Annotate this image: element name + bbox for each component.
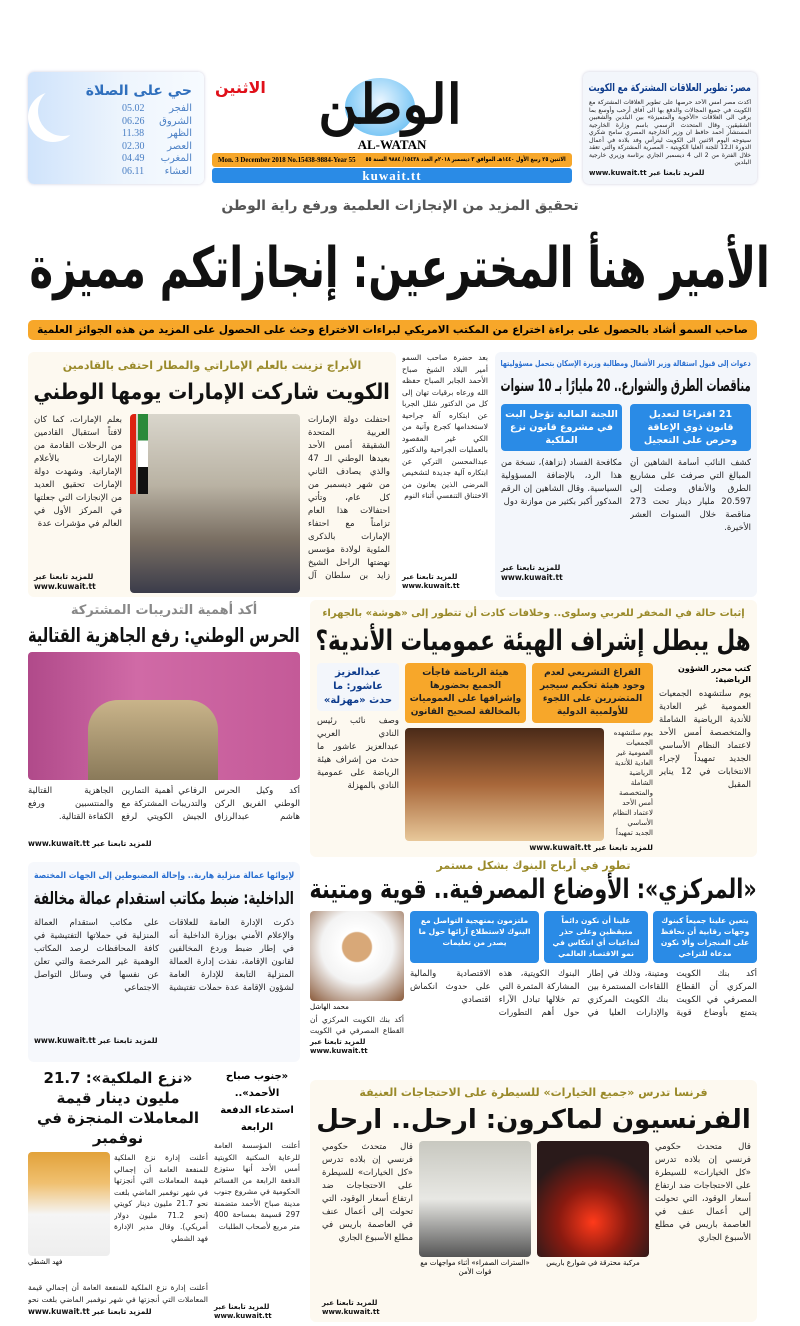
more-link[interactable]: للمزيد تابعنا عبر www.kuwait.tt bbox=[589, 168, 705, 177]
france-caption-2: مركبة محترقة في شوارع باريس bbox=[546, 1259, 640, 1267]
date-bar bbox=[212, 153, 572, 167]
sports-box-2: هيئة الرياضة فاجأت الجميع بحضورها وإشرافها على العموميات بالمخالفة لصحيح القانون bbox=[405, 663, 526, 723]
expropriation-body-2: أعلنت إدارة نزع الملكية للمنفعة العامة أن إجمالي قيمة المعاملات التي أنجزتها في شهر نوفمبر الماضي بلغت نحو bbox=[28, 1283, 208, 1304]
sports-headline-wrap bbox=[316, 623, 751, 659]
more-link[interactable]: للمزيد تابعنا عبر www.kuwait.tt bbox=[28, 839, 152, 848]
france-kicker-wrap bbox=[316, 1085, 751, 1101]
lead-kicker: تحقيق المزيد من الإنجازات العلمية ورفع راية الوطن bbox=[221, 198, 579, 214]
more-link[interactable]: للمزيد تابعنا عبر www.kuwait.tt bbox=[310, 1038, 368, 1055]
interior-kicker: لإيوائها عمالة منزلية هاربة.. وإحالة المضبوطين إلى الجهات المختصة bbox=[33, 871, 295, 881]
sports-side-title: عبدالعزيز عاشور: ما حدث «مهزلة» bbox=[317, 663, 399, 711]
uae-airport-photo bbox=[130, 414, 300, 593]
france-fire-photo bbox=[537, 1141, 649, 1257]
prayer-title: حي على الصلاة bbox=[85, 83, 192, 99]
guard-kicker: أكد أهمية التدريبات المشتركة bbox=[70, 603, 258, 618]
france-kicker: فرنسا تدرس «جميع الخيارات» للسيطرة على الاحتجاجات العنيفة bbox=[359, 1086, 708, 1099]
sports-column-main bbox=[405, 663, 653, 853]
france-headline-wrap bbox=[316, 1103, 751, 1137]
prayer-list bbox=[122, 103, 192, 178]
bank-photo-column bbox=[310, 911, 404, 1064]
bank-callouts bbox=[410, 911, 757, 963]
south-body: أعلنت المؤسسة العامة للرعاية السكنية الكويتية أمس الأحد أنها ستوزع الدفعة الرابعة من القسائم الحكومية في مشروع جنوب مدينة صباح الأحمد متضمنة 297 قسيمة بمساحة 400 متر مربع لأصحاب الطلبات bbox=[214, 1141, 300, 1231]
bank-story bbox=[310, 858, 757, 1064]
uae-kicker-wrap bbox=[34, 358, 390, 374]
interior-kicker-wrap bbox=[34, 870, 294, 883]
sports-photo-row bbox=[405, 728, 653, 841]
masthead-logo bbox=[240, 72, 540, 136]
sports-side-body: وصف نائب رئيس النادي العربي عبدالعزيز عاشور ما حدث من إشراف هيئة الرياضة على عمومية النادي بالمهزلة bbox=[317, 716, 399, 791]
uae-story bbox=[28, 352, 396, 597]
lead-headline: الأمير هنأ المخترعين: إنجازاتكم مميزة bbox=[29, 236, 771, 301]
soldiers-figure bbox=[88, 700, 218, 780]
france-column-left bbox=[322, 1141, 413, 1318]
guard-kicker-wrap bbox=[28, 602, 300, 620]
expropriation-story bbox=[28, 1068, 208, 1322]
lead-subtitle-bar bbox=[28, 320, 757, 340]
france-body-2: قال متحدث حكومي فرنسي إن بلاده تدرس «كل الخيارات» للسيطرة على الاحتجاجات ضد ارتفاع أسعار الوقود، التي تحولت إلى أعمال عنف في العاصمة باريس في مطلع الأسبوع الجاري bbox=[322, 1142, 413, 1243]
lead-headline-wrap bbox=[30, 234, 770, 304]
expropriation-headline: «نزع الملكية»: 21.7 مليون دينار قيمة المعاملات المنجزة في نوفمبر bbox=[36, 1069, 200, 1147]
bank-governor-photo bbox=[310, 911, 404, 1001]
prayer-time-row bbox=[122, 141, 192, 154]
date-en-wrap bbox=[218, 154, 356, 166]
more-link[interactable]: للمزيد تابعنا عبر www.kuwait.tt bbox=[34, 1036, 158, 1045]
prayer-time: 06.26 bbox=[122, 115, 145, 127]
interior-body: ذكرت الإدارة العامة للعلاقات والإعلام الأمني بوزارة الداخلية أنه في إطار ضبط وردع المخالفين لقانون الإقامة، نفذت إدارة العمالة المنزلية التابعة للإدارة العامة لشؤون الإقامة عدة حملات تفتيشية على مكاتب استقدام العمالة المنزلية في حملاتها التفتيشية في كافة المحافظات لرصد المكاتب الوهمية غير المرخصة والتي تعلن عن نفسها في وسائل التواصل الاجتماعي bbox=[34, 918, 294, 993]
expropriation-row bbox=[28, 1152, 208, 1278]
prayer-time: 04.49 bbox=[122, 153, 145, 164]
day-label: الاثنين bbox=[215, 78, 266, 97]
date-ar-wrap bbox=[366, 154, 566, 166]
uae-headline: الكويت شاركت الإمارات يومها الوطني bbox=[33, 380, 391, 405]
sports-narrow-column bbox=[609, 728, 653, 841]
moon-icon bbox=[38, 86, 88, 136]
prayer-time: 05.02 bbox=[122, 103, 145, 114]
more-link[interactable]: للمزيد تابعنا عبر www.kuwait.tt bbox=[34, 572, 96, 591]
uae-body-1: احتفلت دولة الإمارات العربية المتحدة الشقيقة أمس الأحد بعيدها الوطني الـ 47 والذي يصادف الثاني من شهر ديسمبر من كل عام، وتأتي احتفالات هذا العام تزامناً مع احتفاء الإمارات بالذكرى المئوية لولادة مؤسس نهضتها الراحل الشيخ زايد بن سلطان آل bbox=[308, 415, 390, 581]
prayer-name: المغرب bbox=[160, 153, 192, 164]
roads-box-2: اللجنة المالية تؤجل البت في مشروع قانون نزع الملكية bbox=[501, 404, 622, 451]
sports-column-right bbox=[659, 663, 751, 853]
south-story bbox=[214, 1068, 300, 1322]
lead-bar-wrap bbox=[34, 320, 751, 340]
sports-kicker: إثبات حالة في المخفر للعربي وسلوى.. وخلافات كادت أن تتطور إلى «هوشة» بالجهراء bbox=[322, 608, 745, 619]
expropriation-body: أعلنت إدارة نزع الملكية للمنفعة العامة أن إجمالي قيمة المعاملات التي أنجزتها في شهر نوفمبر الماضي بلغت نحو 21.7 مليون دينار كويتي (نحو 71.2 مليون دولار أمريكي). وقال مدير الإدارة فهد الشطي bbox=[114, 1153, 208, 1243]
france-columns bbox=[316, 1141, 751, 1318]
bank-main-column bbox=[410, 911, 757, 1064]
france-street-photo bbox=[419, 1141, 531, 1257]
site-link[interactable]: kuwait.tt bbox=[212, 168, 572, 183]
prayer-name: العصر bbox=[167, 140, 192, 152]
egypt-headline: مصر: تطوير العلاقات المشتركة مع الكويت bbox=[588, 82, 752, 94]
uae-kicker: الأبراج تزينت بالعلم الإماراتي والمطار احتفى بالقادمين bbox=[62, 359, 362, 372]
more-link[interactable]: للمزيد تابعنا عبر www.kuwait.tt bbox=[501, 563, 563, 582]
expropriation-photo-column bbox=[28, 1152, 110, 1278]
sports-body-2: يوم سلتشهده الجمعيات العمومية غير العادية للأندية الرياضية الشاملة والمتخصصة أمس الأحد لاعتماد النظام الأساسي الجديد تمهيداً bbox=[612, 729, 653, 837]
roads-headline: مناقصات الطرق والشوارع.. 20 مليارًا بـ 10 سنوات bbox=[500, 376, 752, 396]
france-photo-2 bbox=[419, 1141, 531, 1318]
prayer-times-box bbox=[28, 72, 204, 184]
france-body: قال متحدث حكومي فرنسي إن بلاده تدرس «كل الخيارات» للسيطرة على الاحتجاجات ضد ارتفاع أسعار الوقود، التي تحولت إلى أعمال عنف في العاصمة باريس في مطلع الأسبوع الجاري bbox=[655, 1142, 751, 1243]
roads-box-1: 21 اقتراحًا لتعديل قانون ذوي الإعاقة وحرص على التعجيل bbox=[630, 404, 751, 451]
roads-headline-wrap bbox=[501, 374, 751, 398]
logo-en: AL-WATAN bbox=[357, 137, 427, 152]
bank-kicker: تطور في أرباح البنوك بشكل مستمر bbox=[436, 859, 631, 872]
lead-bar-text: صاحب السمو أشاد بالحصول على براءة اختراع من المكتب الامريكي لبراءات الاختراع وحث على الحصول على المزيد من هذه الجوائز العلمية bbox=[37, 324, 748, 336]
uae-column-right bbox=[308, 414, 390, 593]
sports-story bbox=[310, 600, 757, 857]
bank-headline-wrap bbox=[310, 873, 757, 907]
france-headline: الفرنسيون لماكرون: ارحل.. ارحل bbox=[316, 1105, 751, 1135]
roads-kicker: دعوات إلى قبول استقالة وزير الأشغال ومطالبة وزيرة الإسكان بتحمل مسؤوليتها bbox=[500, 359, 752, 368]
prayer-time-row bbox=[122, 116, 192, 129]
france-photo-1 bbox=[537, 1141, 649, 1318]
sports-body: يوم سلتشهده الجمعيات العمومية غير العادية للأندية الرياضية الشاملة والمتخصصة أمس الأحد لاعتماد النظام الأساسي الجديد تمهيداً لإجراء الانتخابات في 12 يناير المقبل bbox=[659, 689, 751, 790]
lead-body-column bbox=[402, 352, 488, 597]
expropriation-body-column bbox=[114, 1152, 208, 1278]
sports-headline: هل يبطل إشراف الهيئة عموميات الأندية؟ bbox=[315, 624, 752, 657]
bank-box-1: يتعين علينا جميعاً كبنوك وجهات رقابية أن نحافظ على المنجزات وألا نكون مدعاة للتراخي bbox=[653, 911, 757, 963]
roads-story bbox=[495, 352, 757, 597]
bank-body-2: أكد بنك الكويت المركزي أن القطاع المصرفي في الكويت bbox=[310, 1015, 404, 1035]
roads-body-2: مكافحة الفساد (نزاهة)، نسخة من هذا الرد، بالإضافة المسؤولية السياسية. وقال الشاهين إن الرقم المذكور أكبر بكثير من موازنة دول bbox=[501, 458, 622, 507]
guard-story bbox=[28, 602, 300, 858]
date-ar: الاثنين ٢٥ ربيع الأول ١٤٤٠هـ الموافق ٣ ديسمبر ٢٠١٨م العدد ١٥٤٣٨/ ٩٨٨٤ السنة ٥٥ bbox=[365, 156, 567, 163]
bank-box-3: ملتزمون بمنهجية التواصل مع البنوك لاستطلاع آرائها حول ما يصدر من تعليمات bbox=[410, 911, 539, 963]
guard-headline-wrap bbox=[28, 622, 300, 648]
prayer-time: 06.11 bbox=[122, 165, 145, 177]
prayer-time-row bbox=[122, 128, 192, 141]
interior-headline-wrap bbox=[34, 887, 294, 911]
sports-photo bbox=[405, 728, 604, 841]
uae-headline-wrap bbox=[34, 378, 390, 408]
guard-headline: الحرس الوطني: رفع الجاهزية القتالية bbox=[28, 623, 300, 647]
france-story bbox=[310, 1080, 757, 1322]
more-link[interactable]: للمزيد تابعنا عبر www.kuwait.tt bbox=[402, 572, 460, 590]
uae-body-2: بعلم الإمارات، كما كان لافتاً استقبال القادمين من الرحلات القادمة من الإمارات بالأعلام الإماراتية. وشهدت دولة الإمارات تحقيق العديد من الإنجازات التي جعلتها في المركز الأول في العالم في مؤشرات عدة bbox=[34, 415, 122, 529]
bank-headline: «المركزي»: الأوضاع المصرفية.. قوية ومتينة bbox=[309, 874, 758, 905]
bank-kicker-wrap bbox=[310, 858, 757, 873]
south-headline: «جنوب صباح الأحمد».. استدعاء الدفعة الرابعة bbox=[220, 1071, 294, 1133]
prayer-name: العشاء bbox=[164, 165, 192, 177]
prayer-time-row bbox=[122, 103, 192, 116]
sports-author: كتب محرر الشؤون الرياضية: bbox=[678, 664, 751, 684]
france-caption-1: «السترات الصفراء» أثناء مواجهات مع قوات الأمن bbox=[420, 1259, 530, 1276]
prayer-time: 02.30 bbox=[122, 140, 145, 152]
lead-kicker-wrap bbox=[20, 196, 780, 216]
uae-flag-red bbox=[130, 414, 136, 494]
guard-training-photo bbox=[28, 652, 300, 780]
sports-box-1: الفراغ التشريعي لعدم وجود هيئة تحكيم سيجبر المتضررين على اللجوء للأولمبية الدولية bbox=[532, 663, 653, 723]
sports-column-left bbox=[317, 663, 399, 853]
roads-column-left bbox=[501, 404, 622, 593]
expropriation-photo bbox=[28, 1152, 110, 1256]
interior-headline: الداخلية: ضبط مكاتب استقدام عمالة مخالفة bbox=[33, 889, 295, 909]
bank-columns bbox=[310, 911, 757, 1064]
prayer-name: الظهر bbox=[167, 128, 192, 139]
bank-photo-caption: محمد الهاشل bbox=[310, 1003, 349, 1011]
more-link[interactable]: للمزيد تابعنا عبر www.kuwait.tt bbox=[28, 1307, 152, 1316]
more-link[interactable]: للمزيد تابعنا عبر www.kuwait.tt bbox=[322, 1299, 380, 1316]
egypt-body: أكدت مصر أمس الأحد حرصها على تطوير العلاقات المشتركة مع الكويت في جميع المجالات والدفع بها الى آفاق أرحب وأوسع بما يرقى الى العلاقات «الأخوية والمتميزة» بين البلدين والشعبين الشقيقين. وقال المتحدث الرسمي باسم وزارة الخارجية المستشار أحمد حافظ ان وزير الخارجية المصري سامح شكري سيتوجه اليوم الاثنين الى الكويت ليترأس وفد بلاده في أعمال الدورة الـ12 للجنة العليا الكويتية - المصرية المشتركة والتي تعقد خلال الفترة من 2 الى 4 ديسمبر الجاري برئاسة وزيري خارجية البلدين bbox=[589, 99, 751, 166]
prayer-name: الشروق bbox=[159, 115, 192, 127]
roads-column-right bbox=[630, 404, 751, 593]
interior-story bbox=[28, 862, 300, 1062]
prayer-time: 11.38 bbox=[122, 128, 145, 139]
guard-body: أكد وكيل الحرس الوطني الفريق الركن هاشم عبدالرزاق الرفاعي أهمية التمارين والتدريبات المشتركة مع الجيش الكويتي لرفع الجاهزية القتالية والمنتسبين ورفع الكفاءة القتالية. bbox=[28, 786, 300, 822]
roads-columns bbox=[501, 404, 751, 593]
date-en: Mon. 3 December 2018 No.15438-9884-Year 55 bbox=[218, 156, 356, 164]
sports-kicker-wrap bbox=[316, 606, 751, 621]
logo-text: الوطن bbox=[318, 72, 462, 136]
sports-columns bbox=[316, 663, 751, 853]
more-link[interactable]: للمزيد تابعنا عبر www.kuwait.tt bbox=[529, 843, 653, 852]
expropriation-caption: فهد الشطي bbox=[28, 1258, 63, 1266]
bank-body: أكد بنك الكويت المركزي أن القطاع المصرفي في الكويت يتمتع بأوضاع قوية ومتينة، وذلك في إطار اللقاءات المستمرة بين بنك الكويت المركزي والإدارات العليا في البنوك الكويتية، هذه المشاركة المثمرة التي تم خلالها تبادل الآراء حول أهم التطورات الاقتصادية والمالية على حدوث انكماش اقتصادي bbox=[410, 969, 757, 1018]
prayer-time-row bbox=[122, 153, 192, 166]
egypt-headline-wrap bbox=[589, 80, 751, 96]
sports-callouts bbox=[405, 663, 653, 723]
france-column-right bbox=[655, 1141, 751, 1318]
bank-box-2: علينا أن نكون دائماً متيقظين وعلى حذر لتداعيات أي انتكاس في نمو الاقتصاد العالمي bbox=[544, 911, 648, 963]
uae-column-left bbox=[34, 414, 122, 593]
roads-kicker-wrap bbox=[501, 358, 751, 370]
lead-body: بعد حضرة صاحب السمو أمير البلاد الشيخ صباح الأحمد الجابر الصباح حفظه الله ورعاه برقيات تهان إلى كل من الدكتور شلل الجربا عن ابتكاره آلة جراحية لاستخدامها كجرع وآنية من الكي غير المقصود بالعمليات الجراحية والدكتور عبدالمحسن التركي عن ابتكاره آلية جديدة لتشخيص المرضى الذين يعانون من الاختناق التنفسي أثناء النوم bbox=[402, 353, 488, 500]
uae-columns bbox=[34, 414, 390, 593]
uae-flag bbox=[138, 414, 148, 494]
roads-body-1: كشف النائب أسامة الشاهين أن المبالغ التي صرفت على مشاريع الطرق والأنفاق وصلت إلى 20.597 مليار دينار تحت 273 مناقصة خلال السنوات العشر الأخيرة. bbox=[630, 458, 751, 533]
more-link[interactable]: للمزيد تابعنا عبر www.kuwait.tt bbox=[214, 1303, 272, 1320]
prayer-name: الفجر bbox=[169, 103, 192, 114]
prayer-time-row bbox=[122, 166, 192, 179]
egypt-story bbox=[583, 72, 757, 184]
